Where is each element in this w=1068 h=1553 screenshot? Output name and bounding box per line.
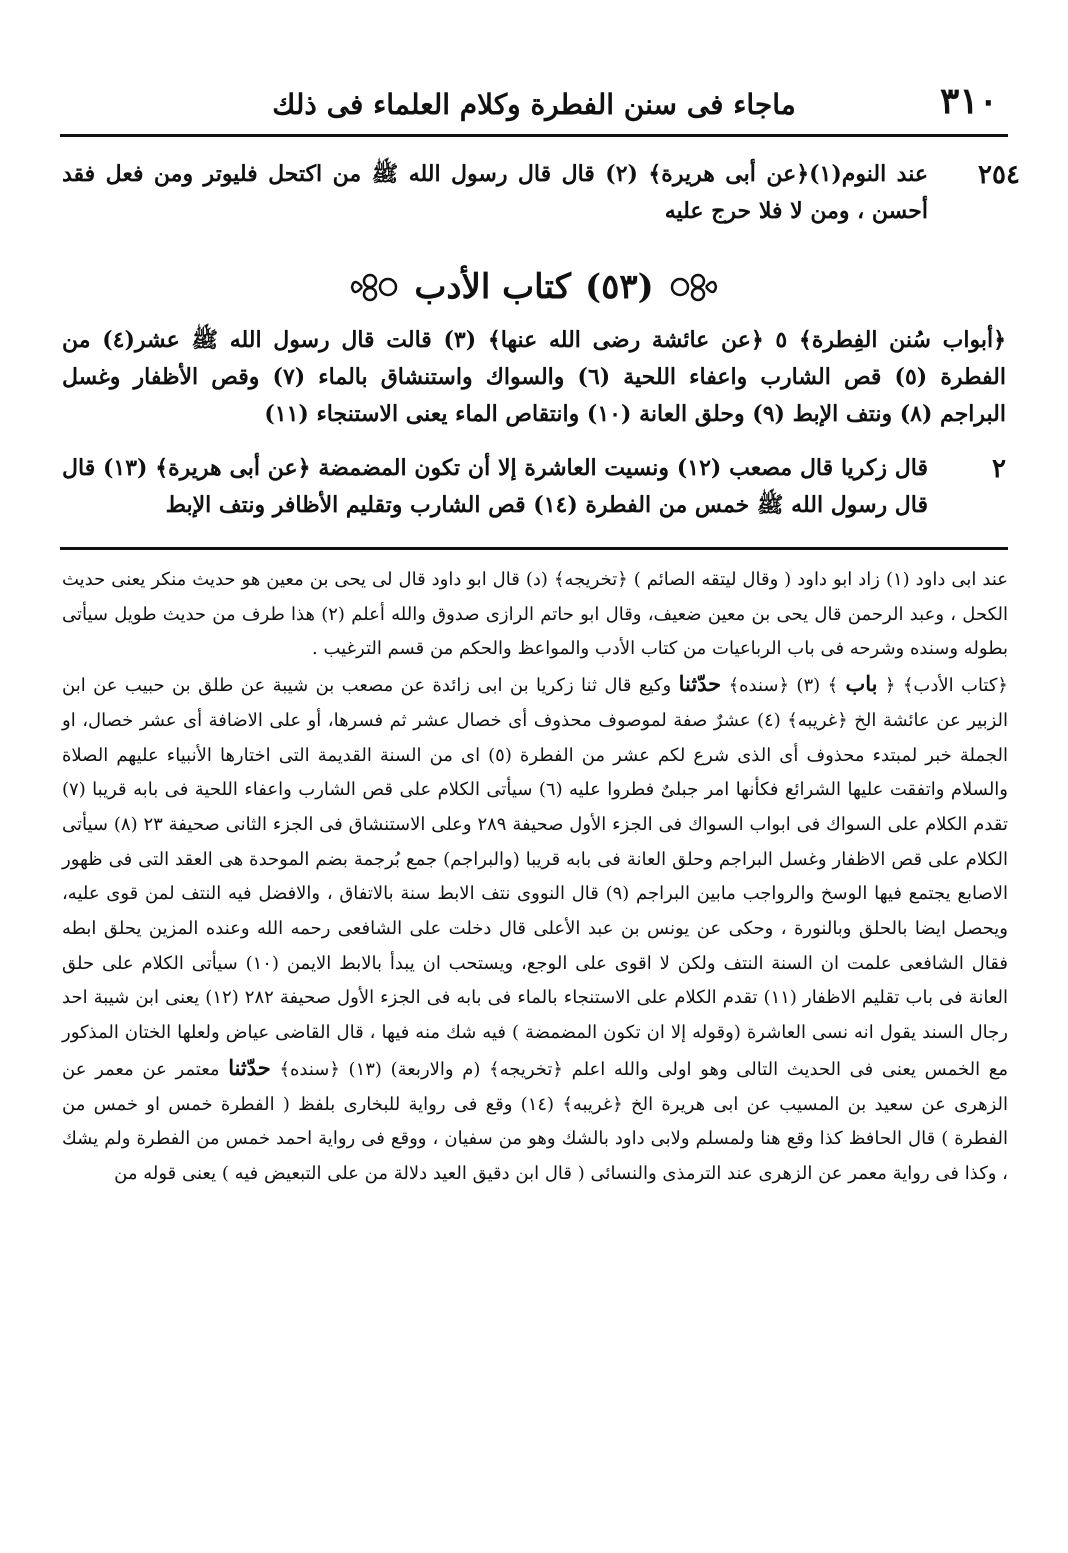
header-divider <box>60 134 1008 137</box>
hadith-254-text: عند النوم(١)﴿عن أبى هريرة﴾ (٢) قال قال رسول الله ﷺ من اكتحل فليوتر ومن فعل فقد أحسن ، ومن لا فلا حرج عليه <box>62 161 928 224</box>
commentary-paragraph <box>62 667 1008 1192</box>
haddathana-marker: حدّثنا <box>228 1054 271 1080</box>
section-text: ﴿أبواب سُنن الفِطرة﴾ ٥ ﴿عن عائشة رضى الله عنها﴾ (٣) قالت قال رسول الله ﷺ عشر(٤) من الفطرة (٥) قص الشارب واعفاء اللحية (٦) والسواك واستنشاق بالماء (٧) وقص الأظفار وغسل البراجم (٨) ونتف الإبط (٩) وحلق العانة (١٠) وانتقاص الماء يعنى الاستنجاء (١١) <box>62 327 1006 427</box>
commentary-paragraph: عند ابى داود (١) زاد ابو داود ( وقال ليتقه الصائم ) ﴿تخريجه﴾ (د) قال ابو داود قال لى يحى بن معين هو حديث منكر يعنى حديث الكحل ، وعبد الرحمن قال يحى بن معين ضعيف، وقال ابو حاتم الرازى صدوق والله أعلم (٢) هذا طرف من حديث طويل سيأتى بطوله وسنده وشرحه فى باب الرباعيات من كتاب الأدب والمواعظ والحكم من قسم الترغيب . <box>62 569 1009 660</box>
page-header <box>60 80 1008 128</box>
chapter-heading <box>290 258 778 316</box>
haddathana-marker: حدّثنا <box>678 671 722 697</box>
commentary-text: وكيع قال ثنا زكريا بن ابى زائدة عن مصعب بن شيبة عن طلق بن حبيب عن ابن الزبير عن عائشة الخ ﴿غريبه﴾ (٤) عشرٌ صفة لموصوف محذوف أى خصال عشر ثم فسرها، أو على الاضافة أى عشر خصال، او الجملة خبر لمبتدء محذوف أى الذى شرع لكم عشر من الفطرة (٥) اى من السنة القديمة التى اختارها الأنبياء عليهم الصلاة والسلام واتفقت عليها الشرائع فكأنها امر جبلىٌ فطروا عليه (٦) سيأتى الكلام على قص الشارب واعفاء اللحية فى بابه قريبا (٧) تقدم الكلام على السواك فى ابواب السواك فى الجزء الأول صحيفة ٢٨٩ وعلى الاستنشاق فى الجزء الثانى صحيفة ٢٣ (٨) سيأتى الكلام على قص الاظفار وغسل البراجم وحلق العانة فى بابه قريبا (والبراجم) جمع بُرجمة بضم الموحدة هى العقد التى فى ظهور الاصابع يجتمع فيها الوسخ والرواجب مابين البراجم (٩) قال النووى نتف الابط سنة بالاتفاق ، والافضل فيه النتف لمن قوى عليه، ويحصل ايضا بالحلق وبالنورة ، وحكى عن يونس بن عبد الأعلى قال دخلت على الشافعى رحمه الله وعنده المزين يحلق ابطه فقال الشافعى علمت ان السنة النتف ولكن لا اقوى على الوجع، ويستحب ان يبدأ بالابط الايمن (١٠) سيأتى الكلام على حلق العانة فى باب تقليم الاظفار (١١) تقدم الكلام على الاستنجاء بالماء فى بابه فى الجزء الأول صحيفة ٢٨٢ (١٢) يعنى ابن شيبة احد رجال السند يقول انه نسى العاشرة (وقوله إلا ان تكون المضمضة ) فيه شك منه فيها ، قال القاضى عياض ولعلها الختان المذكور مع الخمس يعنى فى الحديث التالى وهو اولى والله اعلم ﴿تخريجه﴾ (م والاربعة) (١٣) ﴿سنده﴾ <box>62 675 1009 1080</box>
commentary-text: ﴿كتاب الأدب﴾ ﴿ <box>884 675 1008 697</box>
hadith-2-text: قال زكريا قال مصعب (١٢) ونسيت العاشرة إلا أن تكون المضمضة ﴿عن أبى هريرة﴾ (١٣) قال قال رسول الله ﷺ خمس من الفطرة (١٤) قص الشارب وتقليم الأظافر ونتف الإبط <box>62 455 928 518</box>
commentary-text: ﴾ (٣) ﴿سنده﴾ <box>728 675 839 697</box>
hadith-number-254: ٢٥٤ <box>978 160 1020 190</box>
page-number: ٣١٠ <box>939 80 998 122</box>
hadith-number-2: ٢ <box>992 454 1006 484</box>
chapter-number: (٥٣) <box>584 267 654 307</box>
ornament-icon <box>350 269 400 305</box>
running-title: ماجاء فى سنن الفطرة وكلام العلماء فى ذلك <box>272 87 796 121</box>
commentary-text: معتمر عن معمر عن الزهرى عن سعيد بن المسيب عن ابى هريرة الخ ﴿غريبه﴾ (١٤) وقع فى رواية للبخارى بلفظ ( الفطرة خمس او خمس من الفطرة ) قال الحافظ كذا وقع هنا ولمسلم ولابى داود بالشك وهو من سفيان ، ووقع فى رواية احمد خمس من الفطرة ولم يشك ، وكذا فى رواية معمر عن الزهرى عند الترمذى والنسائى ( قال ابن دقيق العيد دلالة من على التبعيض فيه ) يعنى قوله من <box>62 1058 1008 1184</box>
commentary <box>62 563 1008 1192</box>
chapter-title: كتاب الأدب <box>414 267 571 307</box>
commentary-divider <box>60 547 1008 550</box>
bab-heading: باب <box>845 671 878 697</box>
ornament-icon <box>668 269 718 305</box>
